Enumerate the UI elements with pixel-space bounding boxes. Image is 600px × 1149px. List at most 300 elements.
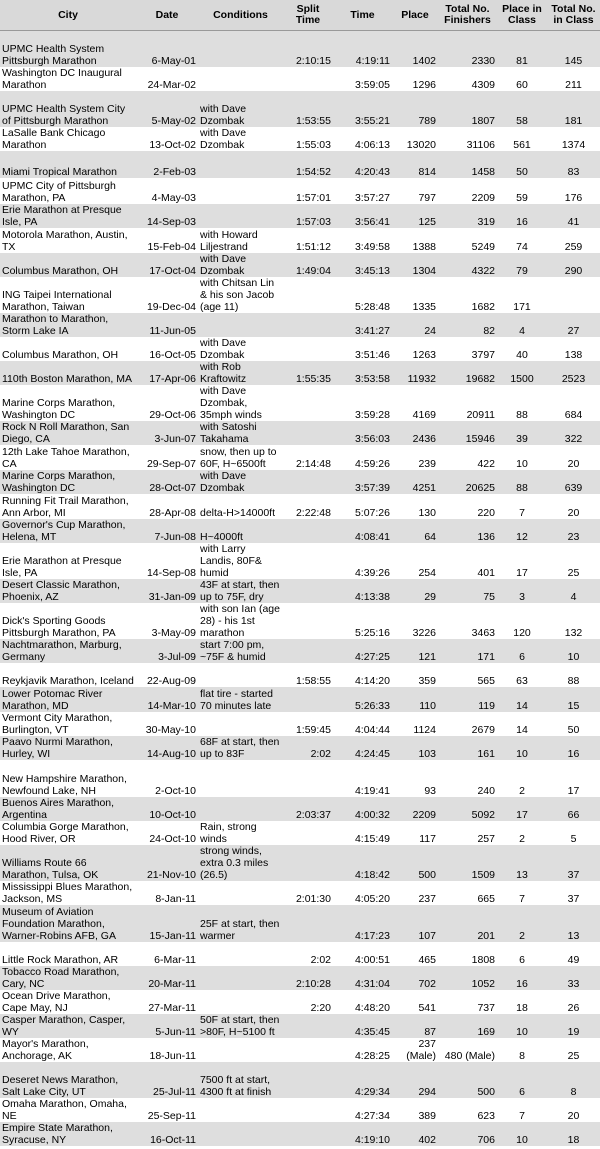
row-total-finishers: 623 <box>438 1098 497 1122</box>
row-conditions: start 7:00 pm, ~75F & humid <box>198 639 283 663</box>
row-city: Erie Marathon at Presque Isle, PA <box>0 543 136 579</box>
row-place: 465 <box>392 942 438 966</box>
row-total-in-class: 4 <box>547 579 600 603</box>
row-time: 5:07:26 <box>333 494 392 519</box>
row-place: 789 <box>392 91 438 127</box>
row-city: Desert Classic Marathon, Phoenix, AZ <box>0 579 136 603</box>
row-place-in-class: 18 <box>497 990 547 1014</box>
row-city: Paavo Nurmi Marathon, Hurley, WI <box>0 736 136 760</box>
row-date: 8-Jan-11 <box>136 881 198 905</box>
row-time: 4:19:41 <box>333 760 392 797</box>
row-conditions <box>198 1038 283 1062</box>
row-date: 28-Oct-07 <box>136 470 198 494</box>
row-split-time <box>283 470 333 494</box>
row-city: Museum of Aviation Foundation Marathon, Warner-Robins AFB, GA <box>0 905 136 942</box>
row-place-in-class: 79 <box>497 253 547 277</box>
row-place: 107 <box>392 905 438 942</box>
row-date: 29-Oct-06 <box>136 385 198 421</box>
header-total-finishers: Total No. Finishers <box>438 0 497 31</box>
row-city: Ocean Drive Marathon, Cape May, NJ <box>0 990 136 1014</box>
row-conditions: with Howard Liljestrand <box>198 228 283 253</box>
row-date: 21-Nov-10 <box>136 845 198 881</box>
row-total-in-class: 18 <box>547 1122 600 1146</box>
row-split-time <box>283 337 333 361</box>
row-conditions <box>198 31 283 67</box>
row-total-in-class: 684 <box>547 385 600 421</box>
row-city: Motorola Marathon, Austin, TX <box>0 228 136 253</box>
row-place: 64 <box>392 519 438 543</box>
row-split-time <box>283 579 333 603</box>
row-place: 29 <box>392 579 438 603</box>
row-city: Columbus Marathon, OH <box>0 337 136 361</box>
row-place-in-class: 10 <box>497 1014 547 1038</box>
row-total-in-class: 181 <box>547 91 600 127</box>
table-row <box>0 1122 600 1146</box>
row-city: Running Fit Trail Marathon, Ann Arbor, MI <box>0 494 136 519</box>
row-city: Tobacco Road Marathon, Cary, NC <box>0 966 136 990</box>
row-place-in-class: 39 <box>497 421 547 445</box>
row-place: 814 <box>392 151 438 178</box>
row-date: 6-Mar-11 <box>136 942 198 966</box>
row-city: Columbia Gorge Marathon, Hood River, OR <box>0 821 136 845</box>
row-total-finishers: 4322 <box>438 253 497 277</box>
row-conditions <box>198 990 283 1014</box>
row-time: 4:18:42 <box>333 845 392 881</box>
row-place: 103 <box>392 736 438 760</box>
row-city: Reykjavik Marathon, Iceland <box>0 663 136 687</box>
row-total-in-class: 145 <box>547 31 600 67</box>
row-time: 4:19:10 <box>333 1122 392 1146</box>
row-conditions: 43F at start, then up to 75F, dry <box>198 579 283 603</box>
row-place: 1402 <box>392 31 438 67</box>
row-total-finishers: 1807 <box>438 91 497 127</box>
row-time: 4:39:26 <box>333 543 392 579</box>
row-place: 130 <box>392 494 438 519</box>
row-place-in-class: 171 <box>497 277 547 313</box>
row-split-time <box>283 687 333 712</box>
row-total-in-class: 10 <box>547 639 600 663</box>
row-split-time <box>283 421 333 445</box>
row-place: 87 <box>392 1014 438 1038</box>
row-split-time: 2:10:28 <box>283 966 333 990</box>
header-total-in-class: Total No. in Class <box>547 0 600 31</box>
row-place-in-class: 17 <box>497 797 547 821</box>
row-conditions: with Dave Dzombak, 35mph winds <box>198 385 283 421</box>
row-place: 1335 <box>392 277 438 313</box>
row-split-time <box>283 313 333 337</box>
row-place: 254 <box>392 543 438 579</box>
row-total-in-class: 290 <box>547 253 600 277</box>
row-total-in-class: 88 <box>547 663 600 687</box>
row-split-time: 2:10:15 <box>283 31 333 67</box>
row-date: 5-Jun-11 <box>136 1014 198 1038</box>
row-split-time <box>283 277 333 313</box>
row-total-in-class: 639 <box>547 470 600 494</box>
table-row <box>0 178 600 204</box>
table-row <box>0 67 600 91</box>
row-date: 5-May-02 <box>136 91 198 127</box>
table-row <box>0 990 600 1014</box>
row-time: 3:55:21 <box>333 91 392 127</box>
row-city: Vermont City Marathon, Burlington, VT <box>0 712 136 736</box>
row-total-in-class: 211 <box>547 67 600 91</box>
row-place-in-class: 16 <box>497 966 547 990</box>
row-place-in-class: 6 <box>497 639 547 663</box>
row-conditions: with Dave Dzombak <box>198 337 283 361</box>
row-date: 19-Dec-04 <box>136 277 198 313</box>
row-place-in-class: 4 <box>497 313 547 337</box>
row-total-in-class: 5 <box>547 821 600 845</box>
row-time: 4:00:32 <box>333 797 392 821</box>
row-conditions: with son Ian (age 28) - his 1st marathon <box>198 603 283 639</box>
row-place-in-class: 8 <box>497 1038 547 1062</box>
row-date: 13-Oct-02 <box>136 127 198 151</box>
row-time: 3:56:41 <box>333 204 392 228</box>
row-date: 17-Apr-06 <box>136 361 198 385</box>
row-total-finishers: 169 <box>438 1014 497 1038</box>
row-conditions: with Dave Dzombak <box>198 127 283 151</box>
row-total-in-class: 20 <box>547 494 600 519</box>
row-date: 24-Oct-10 <box>136 821 198 845</box>
row-conditions <box>198 881 283 905</box>
row-total-finishers: 5249 <box>438 228 497 253</box>
row-city: UPMC City of Pittsburgh Marathon, PA <box>0 178 136 204</box>
row-conditions: 68F at start, then up to 83F <box>198 736 283 760</box>
row-total-in-class: 20 <box>547 445 600 470</box>
row-date: 14-Sep-03 <box>136 204 198 228</box>
row-total-in-class: 20 <box>547 1098 600 1122</box>
row-city: Washington DC Inaugural Marathon <box>0 67 136 91</box>
header-city: City <box>0 0 136 31</box>
row-time: 4:15:49 <box>333 821 392 845</box>
row-date: 31-Jan-09 <box>136 579 198 603</box>
row-time: 3:57:39 <box>333 470 392 494</box>
row-place-in-class: 17 <box>497 543 547 579</box>
row-total-finishers: 19682 <box>438 361 497 385</box>
table-row <box>0 470 600 494</box>
row-place: 11932 <box>392 361 438 385</box>
row-total-in-class: 132 <box>547 603 600 639</box>
row-total-in-class: 16 <box>547 736 600 760</box>
row-total-finishers: 401 <box>438 543 497 579</box>
row-time: 4:17:23 <box>333 905 392 942</box>
row-time: 4:04:44 <box>333 712 392 736</box>
row-total-in-class: 25 <box>547 543 600 579</box>
row-date: 14-Aug-10 <box>136 736 198 760</box>
row-city: Nachtmarathon, Marburg, Germany <box>0 639 136 663</box>
row-place: 541 <box>392 990 438 1014</box>
row-conditions <box>198 966 283 990</box>
row-total-in-class: 2523 <box>547 361 600 385</box>
row-conditions: with Dave Dzombak <box>198 253 283 277</box>
row-city: ING Taipei International Marathon, Taiwan <box>0 277 136 313</box>
row-total-finishers: 31106 <box>438 127 497 151</box>
row-place: 702 <box>392 966 438 990</box>
table-row <box>0 821 600 845</box>
row-total-in-class: 49 <box>547 942 600 966</box>
row-city: 12th Lake Tahoe Marathon, CA <box>0 445 136 470</box>
row-total-finishers: 220 <box>438 494 497 519</box>
row-place-in-class: 10 <box>497 736 547 760</box>
row-total-finishers: 665 <box>438 881 497 905</box>
row-total-finishers: 171 <box>438 639 497 663</box>
row-total-finishers: 161 <box>438 736 497 760</box>
row-place: 110 <box>392 687 438 712</box>
row-place: 1304 <box>392 253 438 277</box>
row-place: 294 <box>392 1062 438 1098</box>
header-row <box>0 0 600 31</box>
row-total-in-class: 33 <box>547 966 600 990</box>
row-place: 389 <box>392 1098 438 1122</box>
row-place-in-class: 13 <box>497 845 547 881</box>
row-date: 10-Oct-10 <box>136 797 198 821</box>
row-conditions: 7500 ft at start, 4300 ft at finish <box>198 1062 283 1098</box>
row-place: 121 <box>392 639 438 663</box>
row-date: 17-Oct-04 <box>136 253 198 277</box>
row-split-time <box>283 639 333 663</box>
row-split-time <box>283 519 333 543</box>
row-place: 237 (Male) <box>392 1038 438 1062</box>
row-total-finishers: 257 <box>438 821 497 845</box>
row-place-in-class: 1500 <box>497 361 547 385</box>
row-time: 3:41:27 <box>333 313 392 337</box>
row-split-time: 1:57:01 <box>283 178 333 204</box>
row-split-time <box>283 845 333 881</box>
row-time: 4:31:04 <box>333 966 392 990</box>
row-place: 125 <box>392 204 438 228</box>
row-place-in-class: 12 <box>497 519 547 543</box>
row-split-time: 1:59:45 <box>283 712 333 736</box>
row-split-time <box>283 1038 333 1062</box>
row-time: 4:35:45 <box>333 1014 392 1038</box>
row-place: 1124 <box>392 712 438 736</box>
row-split-time <box>283 603 333 639</box>
row-time: 3:56:03 <box>333 421 392 445</box>
row-total-in-class: 26 <box>547 990 600 1014</box>
row-total-finishers: 1509 <box>438 845 497 881</box>
table-row <box>0 687 600 712</box>
row-place-in-class: 3 <box>497 579 547 603</box>
row-total-in-class: 13 <box>547 905 600 942</box>
row-total-finishers: 1052 <box>438 966 497 990</box>
row-city: Casper Marathon, Casper, WY <box>0 1014 136 1038</box>
row-total-finishers: 20911 <box>438 385 497 421</box>
row-time: 4:24:45 <box>333 736 392 760</box>
row-split-time <box>283 1122 333 1146</box>
row-place-in-class: 59 <box>497 178 547 204</box>
row-date: 25-Jul-11 <box>136 1062 198 1098</box>
row-date: 3-May-09 <box>136 603 198 639</box>
row-total-finishers: 2330 <box>438 31 497 67</box>
row-place-in-class: 7 <box>497 881 547 905</box>
row-place: 117 <box>392 821 438 845</box>
row-place-in-class: 58 <box>497 91 547 127</box>
row-place-in-class: 6 <box>497 1062 547 1098</box>
row-total-finishers: 119 <box>438 687 497 712</box>
row-total-in-class <box>547 277 600 313</box>
row-city: Marine Corps Marathon, Washington DC <box>0 470 136 494</box>
row-split-time <box>283 760 333 797</box>
row-split-time: 2:20 <box>283 990 333 1014</box>
header-conditions: Conditions <box>198 0 283 31</box>
table-row <box>0 797 600 821</box>
row-total-finishers: 500 <box>438 1062 497 1098</box>
row-place: 1296 <box>392 67 438 91</box>
row-city: Omaha Marathon, Omaha, NE <box>0 1098 136 1122</box>
row-total-in-class: 322 <box>547 421 600 445</box>
row-total-in-class: 15 <box>547 687 600 712</box>
row-place: 237 <box>392 881 438 905</box>
row-time: 4:59:26 <box>333 445 392 470</box>
table-row <box>0 639 600 663</box>
row-place-in-class: 81 <box>497 31 547 67</box>
row-split-time: 2:02 <box>283 942 333 966</box>
table-row <box>0 663 600 687</box>
row-time: 4:14:20 <box>333 663 392 687</box>
row-conditions: strong winds, extra 0.3 miles (26.5) <box>198 845 283 881</box>
header-place-in-class: Place in Class <box>497 0 547 31</box>
table-row <box>0 1014 600 1038</box>
row-place-in-class: 50 <box>497 151 547 178</box>
table-row <box>0 494 600 519</box>
row-place-in-class: 7 <box>497 1098 547 1122</box>
row-total-in-class: 25 <box>547 1038 600 1062</box>
row-place: 359 <box>392 663 438 687</box>
row-split-time: 2:02 <box>283 736 333 760</box>
row-date: 16-Oct-05 <box>136 337 198 361</box>
row-place: 1388 <box>392 228 438 253</box>
row-place-in-class: 2 <box>497 760 547 797</box>
row-date: 18-Jun-11 <box>136 1038 198 1062</box>
row-total-finishers: 201 <box>438 905 497 942</box>
row-total-in-class: 176 <box>547 178 600 204</box>
row-place: 2436 <box>392 421 438 445</box>
row-conditions: with Dave Dzombak <box>198 91 283 127</box>
row-place: 239 <box>392 445 438 470</box>
header-time: Time <box>333 0 392 31</box>
row-place: 500 <box>392 845 438 881</box>
row-time: 4:20:43 <box>333 151 392 178</box>
row-date: 29-Sep-07 <box>136 445 198 470</box>
table-row <box>0 421 600 445</box>
row-place-in-class: 2 <box>497 821 547 845</box>
row-conditions <box>198 797 283 821</box>
row-total-in-class: 83 <box>547 151 600 178</box>
table-row <box>0 204 600 228</box>
row-conditions: H~4000ft <box>198 519 283 543</box>
row-city: 110th Boston Marathon, MA <box>0 361 136 385</box>
row-total-finishers: 82 <box>438 313 497 337</box>
row-total-in-class: 66 <box>547 797 600 821</box>
row-time: 4:19:11 <box>333 31 392 67</box>
row-conditions: 50F at start, then >80F, H~5100 ft <box>198 1014 283 1038</box>
table-row <box>0 942 600 966</box>
header-date: Date <box>136 0 198 31</box>
row-time: 5:25:16 <box>333 603 392 639</box>
row-conditions <box>198 1098 283 1122</box>
row-total-finishers: 15946 <box>438 421 497 445</box>
row-time: 5:28:48 <box>333 277 392 313</box>
row-place-in-class: 74 <box>497 228 547 253</box>
row-date: 3-Jul-09 <box>136 639 198 663</box>
row-conditions: flat tire - started 70 minutes late <box>198 687 283 712</box>
row-split-time: 1:54:52 <box>283 151 333 178</box>
row-total-in-class: 50 <box>547 712 600 736</box>
row-total-finishers: 1682 <box>438 277 497 313</box>
row-total-finishers: 20625 <box>438 470 497 494</box>
row-date: 15-Jan-11 <box>136 905 198 942</box>
row-place-in-class: 120 <box>497 603 547 639</box>
row-city: Buenos Aires Marathon, Argentina <box>0 797 136 821</box>
row-split-time: 1:51:12 <box>283 228 333 253</box>
row-conditions: with Satoshi Takahama <box>198 421 283 445</box>
row-conditions <box>198 712 283 736</box>
row-date: 24-Mar-02 <box>136 67 198 91</box>
row-city: Lower Potomac River Marathon, MD <box>0 687 136 712</box>
row-total-finishers: 1808 <box>438 942 497 966</box>
row-conditions <box>198 942 283 966</box>
table-row <box>0 579 600 603</box>
row-split-time: 1:55:03 <box>283 127 333 151</box>
row-time: 3:59:05 <box>333 67 392 91</box>
row-city: Mayor's Marathon, Anchorage, AK <box>0 1038 136 1062</box>
row-total-in-class: 19 <box>547 1014 600 1038</box>
row-place: 3226 <box>392 603 438 639</box>
row-conditions <box>198 178 283 204</box>
table-row <box>0 1098 600 1122</box>
table-row <box>0 385 600 421</box>
header-split-time: Split Time <box>283 0 333 31</box>
row-conditions <box>198 204 283 228</box>
row-split-time: 2:01:30 <box>283 881 333 905</box>
row-total-finishers: 480 (Male) <box>438 1038 497 1062</box>
row-time: 4:06:13 <box>333 127 392 151</box>
row-place-in-class: 14 <box>497 687 547 712</box>
table-row <box>0 277 600 313</box>
row-split-time: 2:03:37 <box>283 797 333 821</box>
row-split-time <box>283 67 333 91</box>
row-time: 4:05:20 <box>333 881 392 905</box>
row-date: 3-Jun-07 <box>136 421 198 445</box>
row-conditions: with Rob Kraftowitz <box>198 361 283 385</box>
row-date: 28-Apr-08 <box>136 494 198 519</box>
row-place-in-class: 63 <box>497 663 547 687</box>
row-place: 93 <box>392 760 438 797</box>
row-split-time <box>283 543 333 579</box>
table-row <box>0 966 600 990</box>
row-split-time: 1:57:03 <box>283 204 333 228</box>
table-row <box>0 905 600 942</box>
row-conditions: snow, then up to 60F, H~6500ft <box>198 445 283 470</box>
table-row <box>0 31 600 67</box>
table-row <box>0 151 600 178</box>
row-date: 30-May-10 <box>136 712 198 736</box>
row-city: Williams Route 66 Marathon, Tulsa, OK <box>0 845 136 881</box>
row-place-in-class: 14 <box>497 712 547 736</box>
row-split-time: 1:58:55 <box>283 663 333 687</box>
row-time: 4:27:34 <box>333 1098 392 1122</box>
row-city: Dick's Sporting Goods Pittsburgh Marathon, PA <box>0 603 136 639</box>
row-total-in-class: 37 <box>547 881 600 905</box>
row-city: UPMC Health System Pittsburgh Marathon <box>0 31 136 67</box>
row-conditions <box>198 151 283 178</box>
row-city: Rock N Roll Marathon, San Diego, CA <box>0 421 136 445</box>
row-split-time <box>283 1062 333 1098</box>
row-city: LaSalle Bank Chicago Marathon <box>0 127 136 151</box>
row-total-finishers: 565 <box>438 663 497 687</box>
row-time: 3:51:46 <box>333 337 392 361</box>
row-place-in-class: 7 <box>497 494 547 519</box>
